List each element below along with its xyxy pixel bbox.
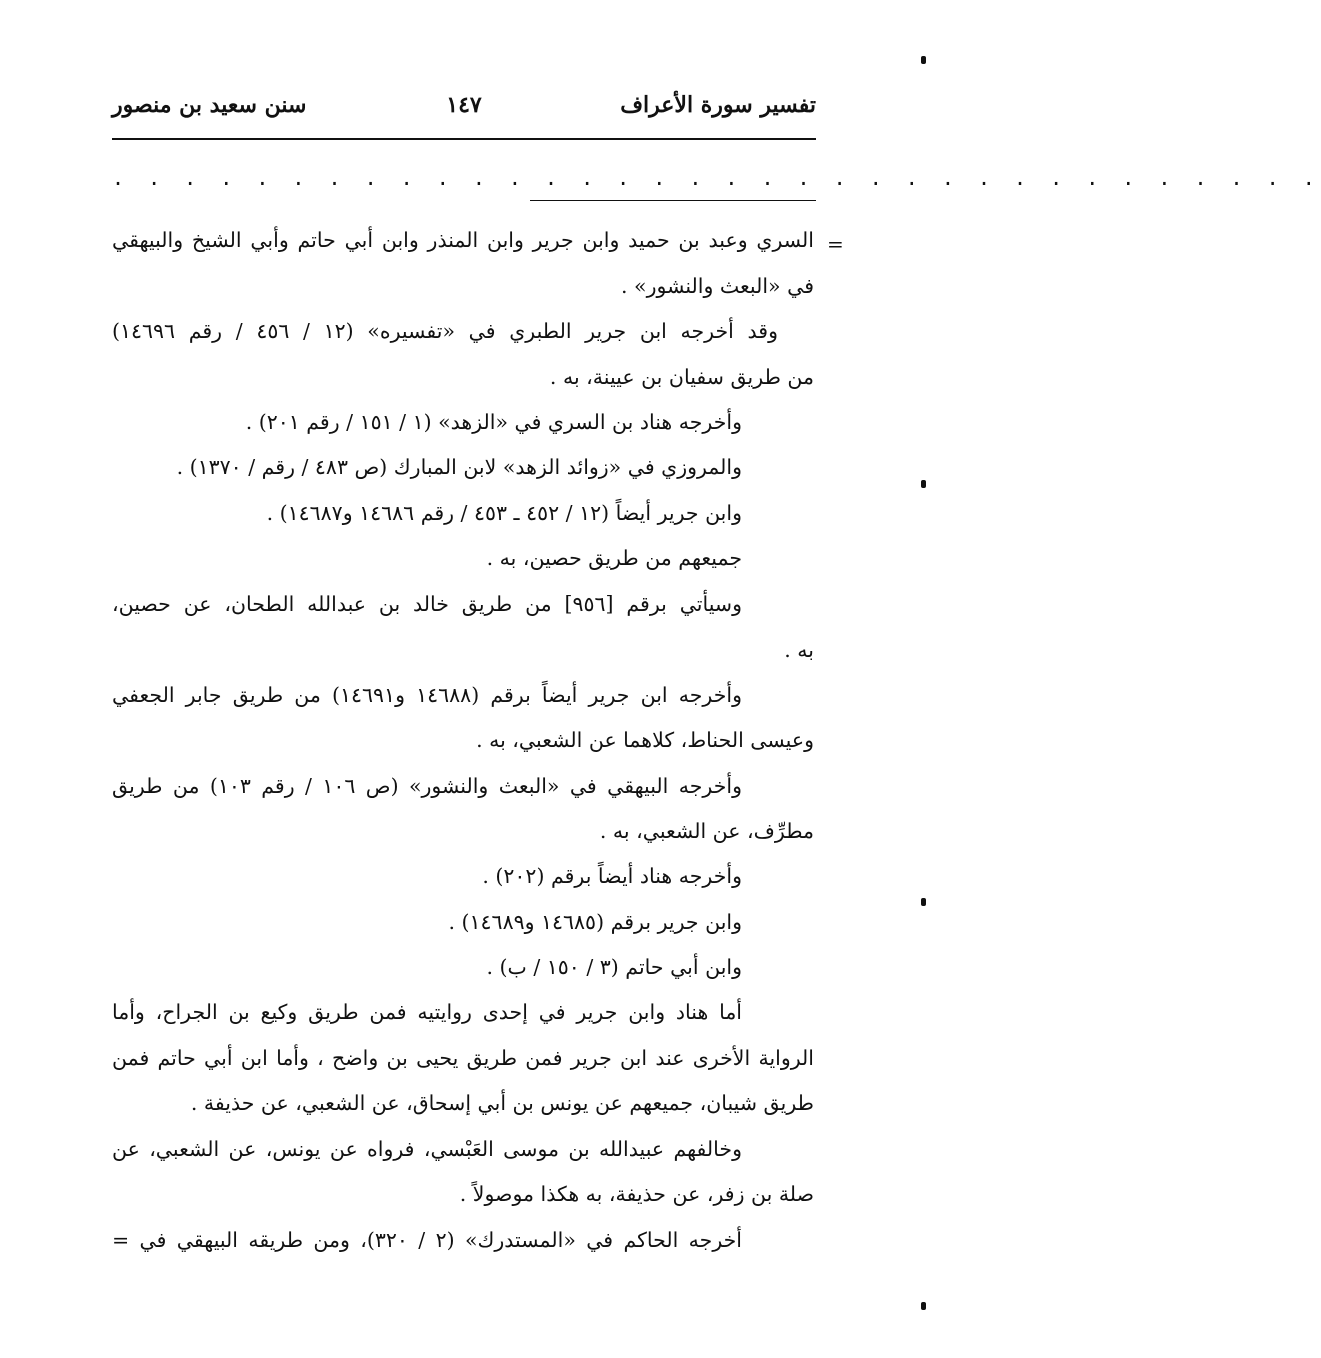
text-line: أما هناد وابن جرير في إحدى روايتيه فمن طريق وكيع بن الجراح، وأما xyxy=(112,1000,742,1024)
header-chapter-title: تفسير سورة الأعراف xyxy=(620,92,816,118)
scan-mark xyxy=(921,898,926,906)
continuation-mark: = xyxy=(827,232,844,256)
text-line: السري وعبد بن حميد وابن جرير وابن المنذر وابن أبي حاتم وأبي الشيخ والبيهقي xyxy=(112,228,814,252)
header-rule xyxy=(112,138,816,140)
text-line: وأخرجه هناد بن السري في «الزهد» (١ / ١٥١ / رقم ٢٠١) . xyxy=(245,410,742,434)
text-line: من طريق سفيان بن عيينة، به . xyxy=(549,365,814,389)
text-line: وقد أخرجه ابن جرير الطبري في «تفسيره» (١٢ / ٤٥٦ / رقم ١٤٦٩٦) xyxy=(112,319,778,343)
text-line: وخالفهم عبيدالله بن موسى العَبْسي، فرواه عن يونس، عن الشعبي، عن xyxy=(112,1137,742,1161)
text-line: وابن جرير أيضاً (١٢ / ٤٥٢ ـ ٤٥٣ / رقم ١٤٦٨٦ و١٤٦٨٧) . xyxy=(266,501,742,525)
scan-mark xyxy=(921,1302,926,1310)
text-line: أخرجه الحاكم في «المستدرك» (٢ / ٣٢٠)، ومن طريقه البيهقي في = xyxy=(112,1228,742,1252)
text-line: وسيأتي برقم [٩٥٦] من طريق خالد بن عبدالله الطحان، عن حصين، xyxy=(112,592,742,616)
header-book-title: سنن سعيد بن منصور xyxy=(112,92,307,118)
text-line: مطرِّف، عن الشعبي، به . xyxy=(599,819,814,843)
text-line: وعيسى الحناط، كلاهما عن الشعبي، به . xyxy=(476,728,814,752)
text-line: والمروزي في «زوائد الزهد» لابن المبارك (ص ٤٨٣ / رقم / ١٣٧٠) . xyxy=(176,455,742,479)
page-header xyxy=(112,92,816,132)
text-line: وأخرجه هناد أيضاً برقم (٢٠٢) . xyxy=(482,864,742,888)
text-line: به . xyxy=(784,638,814,662)
text-line: وابن جرير برقم (١٤٦٨٥ و١٤٦٨٩) . xyxy=(448,910,742,934)
scan-mark xyxy=(921,56,926,64)
scan-mark xyxy=(921,480,926,488)
separator-dots: . . . . . . . . . . . . . . . . . . . . . . . . . . . . . . . . . . xyxy=(112,166,1321,190)
text-line: في «البعث والنشور» . xyxy=(621,274,814,298)
text-line: جميعهم من طريق حصين، به . xyxy=(486,546,742,570)
footnote-rule xyxy=(530,200,816,201)
text-line: وابن أبي حاتم (٣ / ١٥٠ / ب) . xyxy=(486,955,742,979)
text-line: وأخرجه البيهقي في «البعث والنشور» (ص ١٠٦ / رقم ١٠٣) من طريق xyxy=(112,774,742,798)
text-line: الرواية الأخرى عند ابن جرير فمن طريق يحيى بن واضح ، وأما ابن أبي حاتم فمن xyxy=(112,1046,814,1070)
text-line: صلة بن زفر، عن حذيفة، به هكذا موصولاً . xyxy=(459,1182,814,1206)
text-line: وأخرجه ابن جرير أيضاً برقم (١٤٦٨٨ و١٤٦٩١) من طريق جابر الجعفي xyxy=(112,683,742,707)
page-number: ١٤٧ xyxy=(446,92,482,118)
text-line: طريق شيبان، جميعهم عن يونس بن أبي إسحاق، عن الشعبي، عن حذيفة . xyxy=(190,1091,814,1115)
